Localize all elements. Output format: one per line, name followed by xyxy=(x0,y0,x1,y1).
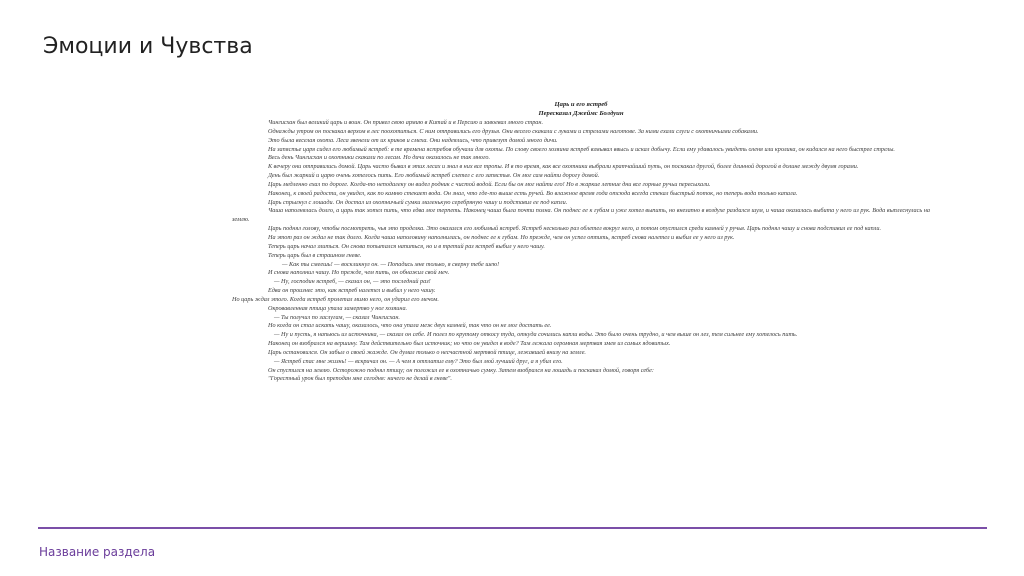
story-dialogue: — Ты получил по заслугам, — сказал Чингисхан. xyxy=(274,313,400,321)
story-paragraph: Теперь царь начал злиться. Он снова попытался напиться, но и в третий раз ястреб выбил у него чашу. xyxy=(268,242,545,250)
story-dialogue: — Ну и пусть, я напьюсь из источника, — сказал он себе. И полез по крутому откосу туда, откуда сочились капли воды. Это было очень трудно, и чем выше он лез, тем сильнее ему хотелось пить. xyxy=(274,331,798,339)
story-paragraph: Весь день Чингисхан и охотники скакали по лесам. Но дичи оказалось не так много. xyxy=(268,154,491,162)
story-paragraph: Царь медленно ехал по дороге. Когда-то неподалеку он видел родник с чистой водой. Если бы он мог найти его! Но в жаркие летние дни все горные ручьи пересыхали. xyxy=(268,180,711,188)
story-paragraph: Царь спрыгнул с лошади. Он достал из охотничьей сумки маленькую серебряную чашу и подставил ее под капли. xyxy=(268,198,568,206)
story-paragraph: И снова наполнил чашу. Но прежде, чем пить, он обнажил свой меч. xyxy=(268,269,450,277)
footer-divider xyxy=(38,527,987,529)
story-paragraph: Но когда он стал искать чашу, оказалось, что она упала меж двух камней, так что он не мог достать ее. xyxy=(268,322,552,330)
story-paragraph: Теперь царь был в страшном гневе. xyxy=(268,251,362,259)
story-paragraph: Чаша наполнялась долго, а царь так хотел пить, что едва мог терпеть. Наконец чаша была почти полна. Он поднес ее к губам и уже хотел выпить, но внезапно в воздухе раздался шум, и чаша оказалась выбита у него из рук. Вода выплеснулась на землю. xyxy=(232,207,930,224)
story-paragraph: На запястье царя сидел его любимый ястреб: в те времена ястребов обучали для охоты. По слову своего хозяина ястреб взмывал ввысь и искал добычу. Если ему удавалось увидеть оленя или кролика, он кидался на него быстрее стрелы. xyxy=(268,145,895,153)
story-paragraph: Наконец он взобрался на вершину. Там действительно был источник; но что он увидел в воде? Там лежала огромная мертвая змея из самых ядовитых. xyxy=(268,340,671,348)
story-paragraph: Наконец, к своей радости, он увидел, как по камню стекает вода. Он знал, что где-то выше есть ручей. Во влажное время года отсюда всегда стекал быстрый поток, но теперь вода только капала. xyxy=(268,189,798,197)
story-paragraph: Однажды утром он поскакал верхом в лес поохотиться. С ним отправились его друзья. Они весело скакали с луками и стрелами наготове. За ними ехали слуги с охотничьими собаками. xyxy=(268,127,759,135)
story-paragraph: День был жаркий и царю очень хотелось пить. Его любимый ястреб слетел с его запястья. Он мог сам найти дорогу домой. xyxy=(268,172,600,180)
story-paragraph: К вечеру они отправились домой. Царь часто бывал в этих лесах и знал в них все тропы. И в то время, как все охотники выбрали кратчайший путь, он поскакал другой, более длинной дорогой в долине между двумя горами. xyxy=(268,163,859,171)
story-paragraph: Едва он произнес это, как ястреб налетел и выбил у него чашу. xyxy=(268,287,436,295)
section-name: Название раздела xyxy=(39,545,156,559)
story-paragraph: На этот раз он ждал не так долго. Когда чаша наполовину наполнилась, он поднес ее к губам. Но прежде, чем он успел отпить, ястреб снова налетел и выбил ее у него из рук. xyxy=(268,233,735,241)
story-dialogue: — Ну, господин ястреб, — сказал он, — это последний раз! xyxy=(274,278,431,286)
story-paragraph: "Горестный урок был преподан мне сегодня: ничего не делай в гневе". xyxy=(268,375,452,383)
story-paragraph: Он спустился на землю. Осторожно поднял птицу; он положил ее в охотничью сумку. Затем взобрался на лошадь и поскакал домой, говоря себе: xyxy=(268,366,654,374)
story-paragraph: Царь остановился. Он забыл о своей жажде. Он думал только о несчастной мертвой птице, лежавшей внизу на земле. xyxy=(268,348,586,356)
story-paragraph: Но царь ждал этого. Когда ястреб пролетал мимо него, он ударил его мечом. xyxy=(232,295,439,303)
story-author: Пересказал Джеймс Болдуин xyxy=(538,109,624,117)
story-dialogue: — Ястреб спас мне жизнь! — вскричал он. — А чем я отплатил ему? Это был мой лучший друг, а я убил его. xyxy=(274,357,563,365)
story-paragraph: Это была веселая охота. Леса звенели от их криков и смеха. Они надеялись, что привезут домой много дичи. xyxy=(268,136,558,144)
story-paragraph: Царь поднял голову, чтобы посмотреть, чья это проделка. Это оказался его любимый ястреб. Ястреб несколько раз облетел вокруг него, а потом опустился среди камней у ручья. Царь поднял чашу и снова подставил ее под капли. xyxy=(268,225,882,233)
story-paragraph: Окровавленная птица упала замертво у ног хозяина. xyxy=(268,304,408,312)
story-paragraph: Чингисхан был великий царь и воин. Он привел свою армию в Китай и в Персию и завоевал много стран. xyxy=(268,119,544,126)
story-document xyxy=(232,101,930,384)
story-title: Царь и его ястреб xyxy=(554,101,608,108)
slide-title: Эмоции и Чувства xyxy=(43,34,253,59)
story-dialogue: — Как ты смеешь! — воскликнул он. — Попадись мне только, я сверну тебе шею! xyxy=(282,260,500,268)
